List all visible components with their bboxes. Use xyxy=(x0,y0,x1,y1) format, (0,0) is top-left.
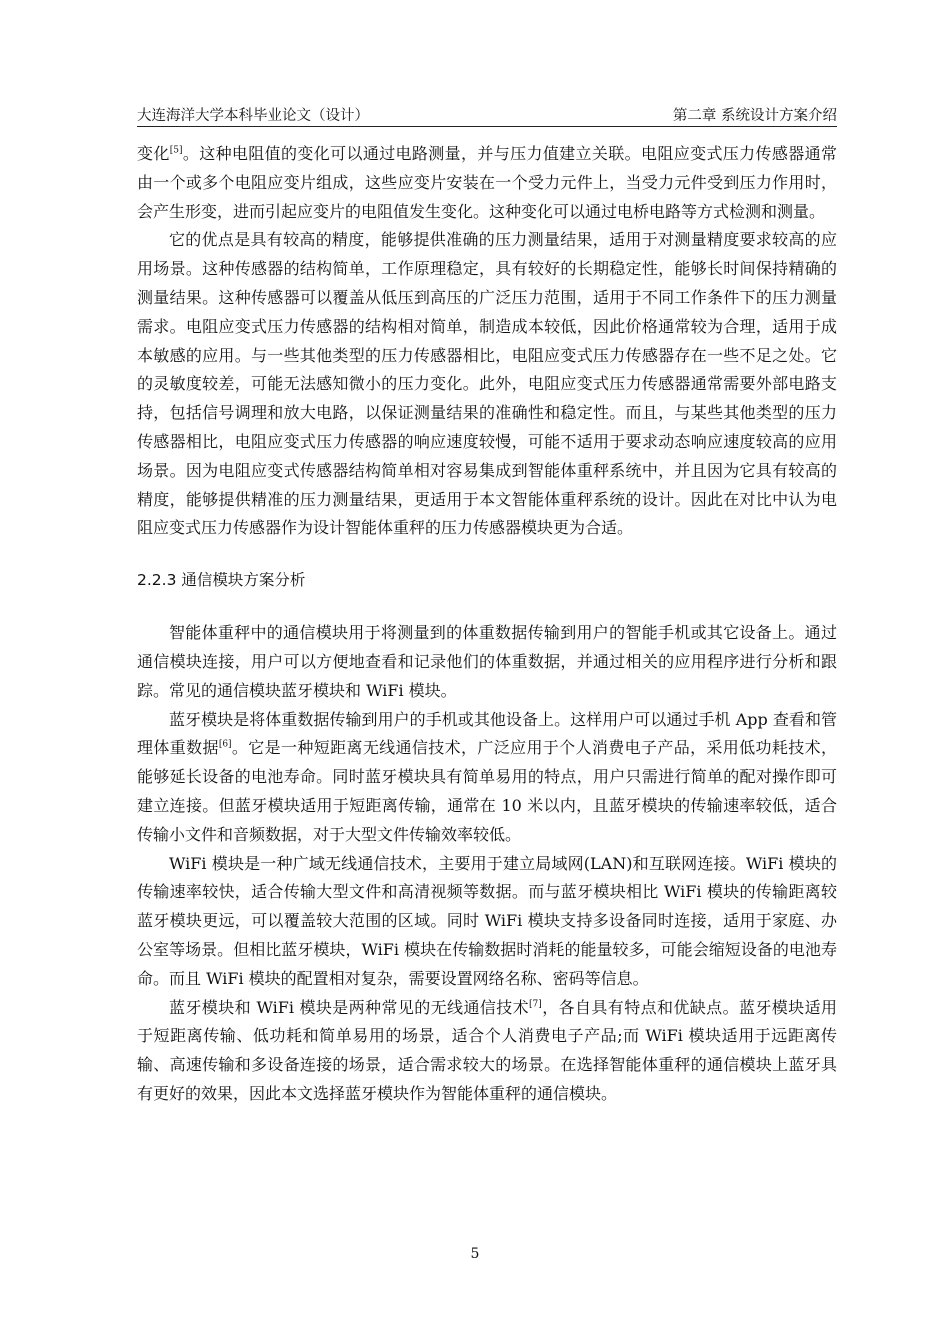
page-header xyxy=(137,104,837,127)
page-body xyxy=(137,140,837,1109)
page-number: 5 xyxy=(470,1246,480,1262)
header-thesis-title: 大连海洋大学本科毕业论文（设计） xyxy=(137,108,369,124)
section-heading: 2.2.3 通信模块方案分析 xyxy=(137,571,306,590)
citation: [7] xyxy=(529,999,542,1010)
citation: [6] xyxy=(218,740,232,751)
header-chapter-title: 第二章 系统设计方案介绍 xyxy=(672,108,837,124)
body-paragraph: WiFi 模块是一种广域无线通信技术，主要用于建立局域网(LAN)和互联网连接。WiFi 模块的传输速率较快，适合传输大型文件和高清视频等数据。而与蓝牙模块相比 WiFi 模块的传输距离较蓝牙模块更远，可以覆盖较大范围的区域。同时 WiFi 模块支持多设备同时连接，适用于家庭、办公室等场景。但相比蓝牙模块，WiFi 模块在传输数据时消耗的能量较多，可能会缩短设备的电池寿命。而且 WiFi 模块的配置相对复杂，需要设置网络名称、密码等信息。 xyxy=(137,853,837,988)
body-paragraph: 蓝牙模块和 WiFi 模块是两种常见的无线通信技术[7]，各自具有特点和优缺点。蓝牙模块适用于短距离传输、低功耗和简单易用的场景，适合个人消费电子产品;而 WiFi 模块适用于远距离传输、高速传输和多设备连接的场景，适合需求较大的场景。在选择智能体重秤的通信模块上蓝牙具有更好的效果，因此本文选择蓝牙模块作为智能体重秤的通信模块。 xyxy=(137,997,837,1103)
body-paragraph: 智能体重秤中的通信模块用于将测量到的体重数据传输到用户的智能手机或其它设备上。通过通信模块连接，用户可以方便地查看和记录他们的体重数据，并通过相关的应用程序进行分析和跟踪。常见的通信模块蓝牙模块和 WiFi 模块。 xyxy=(137,623,837,700)
body-paragraph: 变化[5]。这种电阻值的变化可以通过电路测量，并与压力值建立关联。电阻应变式压力传感器通常由一个或多个电阻应变片组成，这些应变片安装在一个受力元件上，当受力元件受到压力作用时，会产生形变，进而引起应变片的电阻值发生变化。这种变化可以通过电桥电路等方式检测和测量。 xyxy=(137,144,837,221)
citation: [5] xyxy=(169,145,183,156)
body-paragraph: 蓝牙模块是将体重数据传输到用户的手机或其他设备上。这样用户可以通过手机 App 查看和管理体重数据[6]。它是一种短距离无线通信技术，广泛应用于个人消费电子产品，采用低功耗技术，能够延长设备的电池寿命。同时蓝牙模块具有简单易用的特点，用户只需进行简单的配对操作即可建立连接。但蓝牙模块适用于短距离传输，通常在 10 米以内，且蓝牙模块的传输速率较低，适合传输小文件和音频数据，对于大型文件传输效率较低。 xyxy=(137,709,837,844)
body-paragraph: 它的优点是具有较高的精度，能够提供准确的压力测量结果，适用于对测量精度要求较高的应用场景。这种传感器的结构简单，工作原理稳定，具有较好的长期稳定性，能够长时间保持精确的测量结果。这种传感器可以覆盖从低压到高压的广泛压力范围，适用于不同工作条件下的压力测量需求。电阻应变式压力传感器的结构相对简单，制造成本较低，因此价格通常较为合理，适用于成本敏感的应用。与一些其他类型的压力传感器相比，电阻应变式压力传感器存在一些不足之处。它的灵敏度较差，可能无法感知微小的压力变化。此外，电阻应变式压力传感器通常需要外部电路支持，包括信号调理和放大电路，以保证测量结果的准确性和稳定性。而且，与某些其他类型的压力传感器相比，电阻应变式压力传感器的响应速度较慢，可能不适用于要求动态响应速度较高的应用场景。因为电阻应变式传感器结构简单相对容易集成到智能体重秤系统中，并且因为它具有较高的精度，能够提供精准的压力测量结果，更适用于本文智能体重秤系统的设计。因此在对比中认为电阻应变式压力传感器作为设计智能体重秤的压力传感器模块更为合适。 xyxy=(137,230,837,538)
